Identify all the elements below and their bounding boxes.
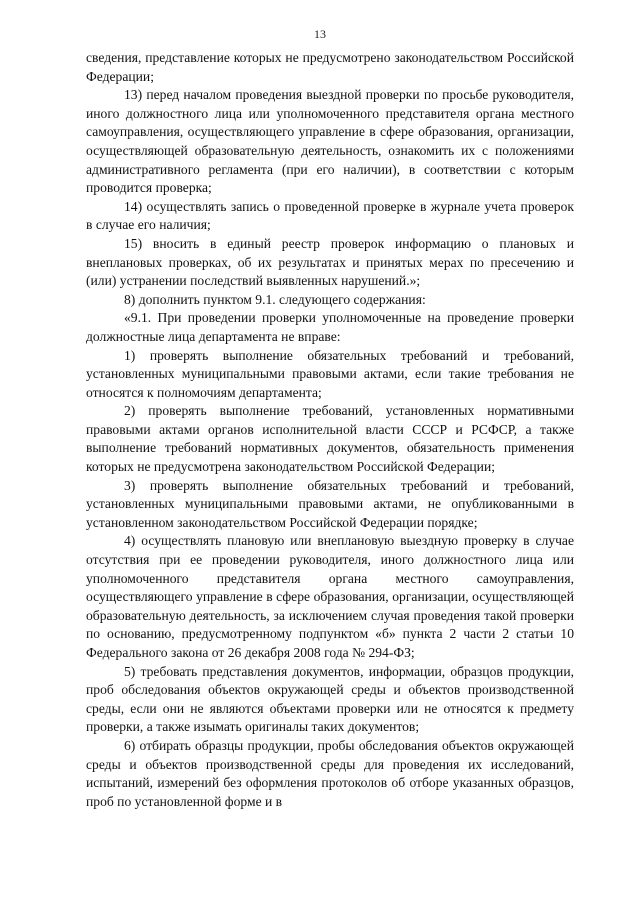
paragraph-10: 5) требовать представления документов, информации, образцов продукции, проб обследования объектов окружающей среды и объектов производственной среды, если они не являются объектами проверки или не относятся к предмету проверки, а также изымать оригиналы таких документов; bbox=[86, 663, 574, 735]
document-body bbox=[86, 49, 574, 811]
paragraph-0: сведения, представление которых не предусмотрено законодательством Российской Федерации; bbox=[86, 50, 574, 84]
paragraph-11: 6) отбирать образцы продукции, пробы обследования объектов окружающей среды и объектов производственной среды для проведения их исследований, испытаний, измерений без оформления протоколов об отборе указанных образцов, проб по установленной форме и в bbox=[86, 737, 574, 809]
paragraph-1: 13) перед началом проведения выездной проверки по просьбе руководителя, иного должностного лица или уполномоченного представителя органа местного самоуправления, осуществляющего управление в сфере образования, организации, осуществляющей образовательную деятельность, ознакомить их с положениями административного регламента (при его наличии), в соответствии с которым проводится проверка; bbox=[86, 87, 574, 196]
paragraph-8: 3) проверять выполнение обязательных требований и требований, установленных муниципальными правовыми актами, не опубликованными в установленном законодательством Российской Федерации порядке; bbox=[86, 477, 574, 530]
paragraph-2: 14) осуществлять запись о проведенной проверке в журнале учета проверок в случае его наличия; bbox=[86, 198, 574, 233]
paragraph-9: 4) осуществлять плановую или внеплановую выездную проверку в случае отсутствия при ее проведении руководителя, иного должностного лица или уполномоченного представителя органа местного самоуправления, осуществляющего управление в сфере образования, организации, осуществляющей образовательную деятельность, за исключением случая проведения такой проверки по основанию, предусмотренному подпунктом «б» пункта 2 части 2 статьи 10 Федерального закона от 26 декабря 2008 года № 294-ФЗ; bbox=[86, 533, 574, 660]
paragraph-4: 8) дополнить пунктом 9.1. следующего содержания: bbox=[124, 291, 426, 307]
paragraph-3: 15) вносить в единый реестр проверок информацию о плановых и внеплановых проверках, об их результатах и принятых мерах по пресечению и (или) устранении последствий выявленных нарушений.»; bbox=[86, 235, 574, 289]
paragraph-5: «9.1. При проведении проверки уполномоченные на проведение проверки должностные лица департамента не вправе: bbox=[86, 310, 574, 344]
paragraph-6: 1) проверять выполнение обязательных требований и требований, установленных муниципальными правовыми актами, если такие требования не относятся к полномочиям департамента; bbox=[86, 347, 574, 400]
paragraph-7: 2) проверять выполнение требований, установленных нормативными правовыми актами органов исполнительной власти СССР и РСФСР, а также выполнение требований нормативных документов, обязательность применения которых не предусмотрена законодательством Российской Федерации; bbox=[86, 403, 574, 475]
page-number: 13 bbox=[314, 27, 326, 41]
